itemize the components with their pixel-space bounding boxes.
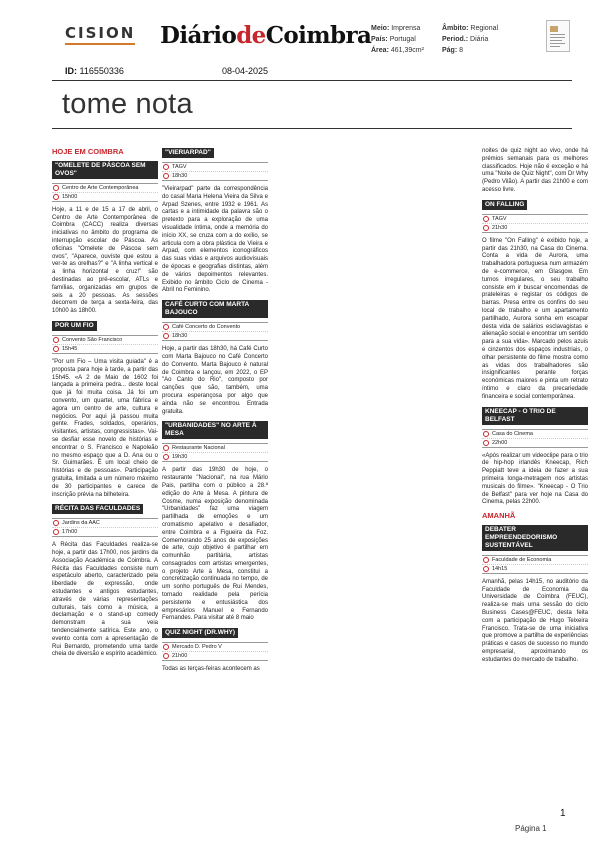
masthead-part-2: de xyxy=(236,22,266,49)
location-icon xyxy=(163,324,169,330)
thumbnail-line xyxy=(550,34,565,35)
masthead xyxy=(160,22,371,49)
event-text: "Vieirarpad" parte da correspondência do casal Maria Helena Vieira da Silva e Arpad Szenes, entre 1932 e 1961. As cartas e a intimidade da palavra são o pretexto para a exploração de uma visualidade íntima, onde a memória do início XX, se cruza com a do exílio, se articula com a obra plástica de Vieira e Arpad, com elementos iconográficos das suas vidas e arquivos audiovisuais de épocas e geografias distintas, além de vários depoimentos relevantes. Exibido no âmbito Ciclo de Cinema - Abril no Feminino. xyxy=(162,186,268,294)
clock-icon xyxy=(483,566,489,572)
page-label: Página 1 xyxy=(515,824,547,833)
clock-icon xyxy=(163,333,169,339)
event-info xyxy=(52,335,158,354)
event-time: 17h00 xyxy=(62,529,78,536)
event-text: "Por um Fio – Uma visita guiada" é a proposta para hoje à tarde, a partir das 15h45. «A 2 de Maio de 1602 foi lançada a primeira pedra... deste local que já foi muita coisa. Já foi um convento, um quartel, uma fábrica e agora um centro de arte, cultura e negócios. Por aqui já passou muita gente. Frades, soldados, operários, visitantes, artistas, congressistas». Vai-se desfiar esse novelo de histórias e encontrar o S. Francisco e Napoleão no mesmo espaço que a D. Ana ou o Sr. Guimarães. É um local cheio de histórias e de pessoas». Participação gratuita, limitada a um número máximo de 30 participantes e carece de inscrição prévia na bilheteira. xyxy=(52,358,158,498)
location-icon xyxy=(483,431,489,437)
column-3 xyxy=(482,148,588,670)
id-value: 116550336 xyxy=(79,66,124,76)
thumbnail-line xyxy=(550,37,565,38)
event-text: Hoje, a partir das 18h30, há Café Curto com Marta Bajouco no Café Concerto do Convento. Marta Bajouco é natural de Coimbra e lançou, em 2022, o EP "Ao Canto do Rio", composto por canções que são, também, uma procura esperançosa por algo que ainda não se encontrou. Entrada gratuita. xyxy=(162,346,268,415)
meta-value: Imprensa xyxy=(391,25,421,32)
event-title: "OMELETE DE PÁSCOA SEM OVOS" xyxy=(52,161,158,179)
thumbnail-line xyxy=(550,46,560,47)
event-location: Faculdade de Economia xyxy=(492,556,552,563)
masthead-part-1: Diário xyxy=(160,22,237,49)
meta-value: Portugal xyxy=(389,36,416,43)
section-title: tome nota xyxy=(62,88,193,120)
clock-icon xyxy=(163,173,169,179)
meta-label: Área: xyxy=(371,47,389,54)
thumbnail-line xyxy=(550,43,565,44)
event-time: 15h00 xyxy=(62,193,78,200)
event-text: A Récita das Faculdades realiza-se hoje, a partir das 17h00, nos jardins da Associação Académica de Coimbra. A Récita das Faculdades consiste num espetáculo aberto, caracterizado pela liberdade de expressão, onde estudantes e antigos estudantes, através de várias representações culturais, tais como a música, a declamação e o stand-up comedy demonstram a sua veia tendencialmente satírica. Este ano, o evento conta com a apresentação de Rui Bernardo, prometendo uma tarde cheia de diversão e espírito académico. xyxy=(52,542,158,658)
event-location: Casa do Cinema xyxy=(492,430,533,437)
masthead-part-3: Coimbra xyxy=(265,22,372,49)
event-info xyxy=(482,214,588,233)
event-time: 15h45 xyxy=(62,345,78,352)
thumbnail-image xyxy=(550,26,558,32)
event-location: Mercado D. Pedro V xyxy=(172,644,222,651)
id-label: ID: xyxy=(65,66,77,76)
event-title: "URBANIDADES" NO ARTE À MESA xyxy=(162,421,268,439)
event-title: KNEECAP - O TRIO DE BELFAST xyxy=(482,407,588,425)
event-title: ON FALLING xyxy=(482,200,527,210)
thumbnail-line xyxy=(550,40,562,41)
location-icon xyxy=(163,164,169,170)
clock-icon xyxy=(163,653,169,659)
event-title: RÉCITA DAS FACULDADES xyxy=(52,504,143,514)
event-location: Centro de Arte Contemporânea xyxy=(62,184,139,191)
clock-icon xyxy=(163,454,169,460)
event-location: Convento São Francisco xyxy=(62,336,123,343)
location-icon xyxy=(483,216,489,222)
page-number: 1 xyxy=(560,808,566,819)
event-info xyxy=(52,183,158,202)
location-icon xyxy=(53,520,59,526)
meta-value: 461,39cm² xyxy=(390,47,424,54)
clock-icon xyxy=(53,346,59,352)
event-location: TAGV xyxy=(492,215,507,222)
event-text: noites de quiz night ao vivo, onde há prémios semanais para os melhores classificados. Hoje não é exceção e há uma "Noite de Quiz Night", com Dr Why (Pedro Vilão). A partir das 21h00 e com acesso livre. xyxy=(482,148,588,193)
event-time: 14h15 xyxy=(492,565,508,572)
logo-underline xyxy=(65,43,135,45)
cision-logo: CISION xyxy=(65,24,136,42)
location-icon xyxy=(53,185,59,191)
event-text: Hoje, a 11 e de 15 a 17 de abril, o Centro de Arte Contemporânea de Coimbra (CACC) realiza diversas iniciativas no âmbito do programa de interrupção escolar de Páscoa. As oficinas "Omelete de Páscoa sem ovos", "Aparece, ouvíste que estou a ver-te as orelhas?" e "A linha vertical e a linha horizontal e cruz!" são destinadas ao pré-escolar, ATLs e famílias, organizadas em grupos de seis a 20 pessoas. As sessões decorrem de terça a sexta-feira, das 10h00 às 18h00. xyxy=(52,206,158,315)
event-time: 21h00 xyxy=(172,653,188,660)
location-icon xyxy=(53,337,59,343)
event-title: "VIERIARPAD" xyxy=(162,148,214,158)
column-1 xyxy=(52,148,158,664)
location-icon xyxy=(163,644,169,650)
location-icon xyxy=(483,557,489,563)
event-time: 21h30 xyxy=(492,224,508,231)
clock-icon xyxy=(483,225,489,231)
clip-id xyxy=(65,66,124,76)
event-info xyxy=(162,642,268,661)
event-text: Todas as terças-feiras acontecem as xyxy=(162,666,260,673)
event-time: 18h30 xyxy=(172,173,188,179)
meta-value: Regional xyxy=(470,25,499,32)
page-thumbnail[interactable] xyxy=(546,20,570,52)
event-info xyxy=(162,443,268,462)
event-info xyxy=(482,555,588,574)
meta-label: País: xyxy=(371,36,388,43)
event-location: Jardins da AAC xyxy=(62,520,100,527)
event-time: 22h00 xyxy=(492,439,508,446)
event-text: O filme "On Falling" é exibido hoje, a partir das 21h30, na Casa do Cinema. Conta a vida de Aurora, uma trabalhadora portuguesa num armazém de e-commerce, em Glasgow. Em turnos irregulares, o seu trabalho consiste em ir buscar encomendas de prateleiras e registar os códigos de barras. Presa entre os confins do seu local de trabalho e um apartamento partilhado, Aurora sonha em escapar desta vida de salários esclavagistas e alienação social e encontrar um sentido para a sua vida». Marcado pelos azuis e cinzentos dos espaços industriais, o olhar persistente do filme mostra como as vidas dos trabalhadores são insignificantes perante forças económicas maiores e pinta um retrato íntimo e claro da precariedade financeira e social contemporânea. xyxy=(482,237,588,400)
event-title: DEBATER EMPREENDEDORISMO SUSTENTÁVEL xyxy=(482,525,588,551)
event-time: 19h30 xyxy=(172,454,188,461)
meta-right xyxy=(442,23,498,56)
event-info xyxy=(162,322,268,341)
event-location: Café Concerto do Convento xyxy=(172,324,241,331)
divider-bottom xyxy=(52,128,572,129)
event-info xyxy=(52,518,158,537)
column-2 xyxy=(162,148,268,679)
event-info xyxy=(482,429,588,448)
clock-icon xyxy=(53,194,59,200)
meta-left xyxy=(371,23,424,56)
location-icon xyxy=(163,445,169,451)
event-title: CAFÉ CURTO COM MARTA BAJOUCO xyxy=(162,300,268,318)
meta-label: Meio: xyxy=(371,25,390,32)
event-location: Restaurante Nacional xyxy=(172,445,225,452)
meta-label: Pág: xyxy=(442,47,458,54)
clip-date: 08-04-2025 xyxy=(222,66,269,76)
meta-label: Period.: xyxy=(442,36,469,43)
section-heading: AMANHÃ xyxy=(482,511,516,521)
event-time: 18h30 xyxy=(172,333,188,340)
event-title: POR UM FIO xyxy=(52,321,97,331)
meta-label: Âmbito: xyxy=(442,25,469,32)
meta-value: 8 xyxy=(459,47,464,54)
divider-top xyxy=(52,80,572,81)
section-heading: HOJE EM COIMBRA xyxy=(52,147,124,156)
event-location: TAGV xyxy=(172,164,187,170)
clock-icon xyxy=(53,529,59,535)
event-text: «Após realizar um videoclipe para o trio de hip-hop irlandês Kneecap, Rich Peppiatt teve a ideia de fazer a sua primeira longa-metragem nos artistas musicais do filme». "Kneecap - O Trio de Belfast" para ver hoje na Casa do Cinema, pelas 22h00. xyxy=(482,452,588,506)
clock-icon xyxy=(483,440,489,446)
event-text: Amanhã, pelas 14h15, no auditório da Faculdade de Economia da Universidade de Coimbra (FEUC), realiza-se mais uma sessão do ciclo Business Cases@FEUC, desta feita com a participação de Hugo Teixeira Francisco. Trata-se de uma iniciativa que promove a partilha de experiências práticas e casos de sucesso no mundo empresarial, aproximando os estudantes do mercado de trabalho. xyxy=(482,578,588,663)
event-text: A partir das 19h30 de hoje, o restaurante "Nacional", na rua Mário Pais, partilha com o público a 28.ª edição do Arte à Mesa. A pintura de Cosme, numa exposição denominada "Urbanidades" faz uma viagem partilhada de emoções e um cromatismo apelativo e desafiador, entre Coimbra e a Figueira da Foz. Comemorando 25 anos de exposições de arte, cujo objetivo é partilhar em comunhão partitária, artistas consagrados com artistas emergentes, o projeto Arte à Mesa, constitui a concretização continuada no tempo, de um sonho português de Rui Mendes, tornado realidade pela perícia persistente e entusiástica dos empresários Manuel e Fernando Fernandes. Para visitar até 8 maio xyxy=(162,467,268,622)
event-title: QUIZ NIGHT (DR.WHY) xyxy=(162,628,238,638)
meta-value: Diária xyxy=(470,36,489,43)
event-info xyxy=(162,162,268,181)
